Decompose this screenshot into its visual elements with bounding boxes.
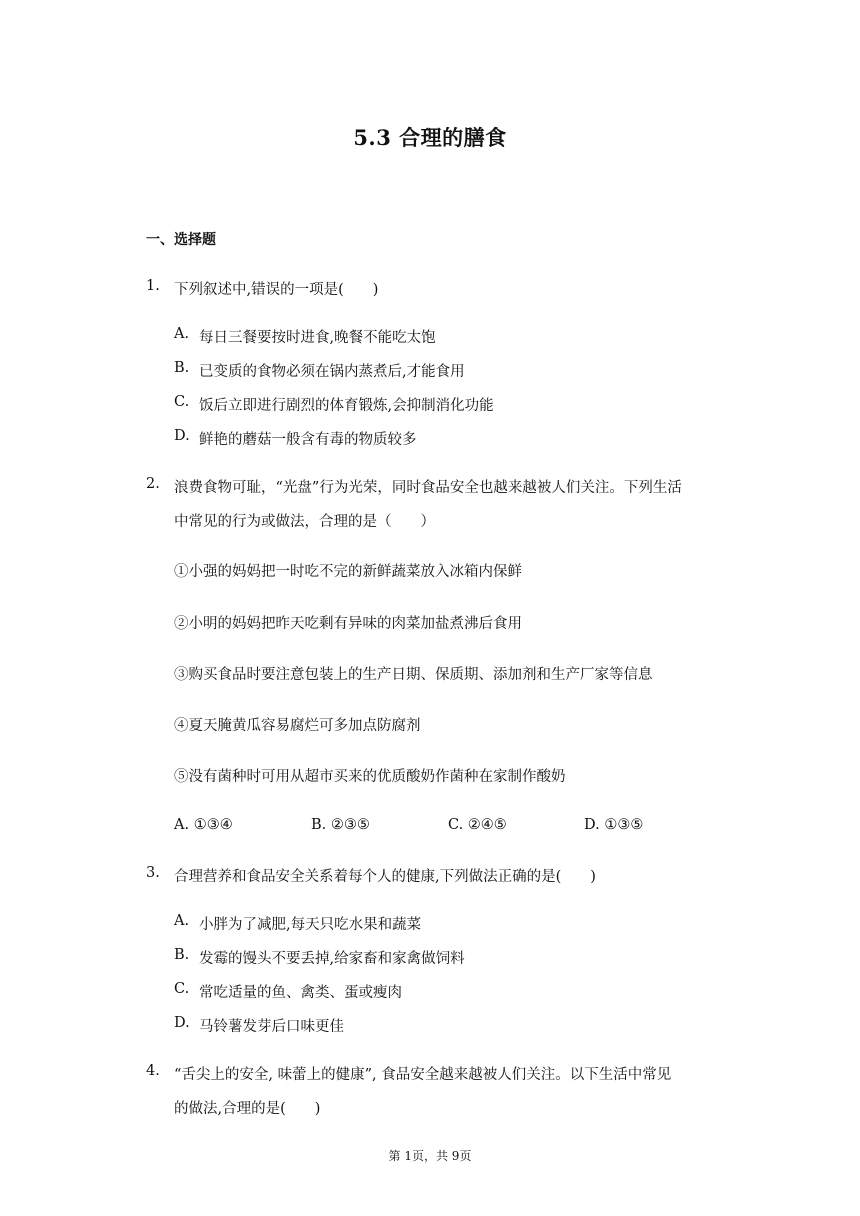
answer-choice: B. ②③⑤ bbox=[311, 817, 370, 833]
question-stem: 的做法,合理的是( ) bbox=[174, 1101, 321, 1117]
question-number: 2. bbox=[146, 476, 160, 492]
statement-item: ①小强的妈妈把一时吃不完的新鲜蔬菜放入冰箱内保鲜 bbox=[174, 564, 522, 580]
question-stem: “舌尖上的安全, 味蕾上的健康”, 食品安全越来越被人们关注。以下生活中常见 bbox=[174, 1067, 672, 1083]
option-text: 小胖为了减肥,每天只吃水果和蔬菜 bbox=[199, 917, 422, 933]
question-stem: 合理营养和食品安全关系着每个人的健康,下列做法正确的是( ) bbox=[174, 869, 596, 885]
answer-choice: C. ②④⑤ bbox=[448, 817, 507, 833]
option-text: 鲜艳的蘑菇一般含有毒的物质较多 bbox=[199, 432, 417, 448]
option-label: B. bbox=[174, 360, 190, 376]
page-footer: 第 1页，共 9页 bbox=[388, 1149, 472, 1163]
option-text: 发霉的馒头不要丢掉,给家畜和家禽做饲料 bbox=[199, 951, 465, 967]
option-text: 饭后立即进行剧烈的体育锻炼,会抑制消化功能 bbox=[199, 398, 494, 414]
answer-choice: D. ①③⑤ bbox=[584, 817, 644, 833]
question-number: 3. bbox=[146, 865, 160, 881]
question-stem: 下列叙述中,错误的一项是( ) bbox=[174, 282, 379, 298]
option-text: 已变质的食物必须在锅内蒸煮后,才能食用 bbox=[199, 364, 465, 380]
statement-item: ⑤没有菌种时可用从超市买来的优质酸奶作菌种在家制作酸奶 bbox=[174, 769, 566, 785]
option-label: A. bbox=[174, 913, 190, 929]
option-label: B. bbox=[174, 947, 190, 963]
option-text: 每日三餐要按时进食,晚餐不能吃太饱 bbox=[199, 330, 436, 346]
statement-item: ③购买食品时要注意包装上的生产日期、保质期、添加剂和生产厂家等信息 bbox=[174, 667, 653, 683]
page-title: 5.3 合理的膳食 bbox=[353, 125, 507, 150]
option-text: 马铃薯发芽后口味更佳 bbox=[199, 1019, 344, 1035]
option-text: 常吃适量的鱼、禽类、蛋或瘦肉 bbox=[199, 985, 402, 1001]
question-stem: 中常见的行为或做法，合理的是（ ） bbox=[174, 514, 435, 530]
option-label: C. bbox=[174, 394, 190, 410]
question-number: 4. bbox=[146, 1063, 160, 1079]
question-stem: 浪费食物可耻，“光盘”行为光荣，同时食品安全也越来越被人们关注。下列生活 bbox=[174, 480, 682, 496]
option-label: D. bbox=[174, 1015, 190, 1031]
statement-item: ④夏天腌黄瓜容易腐烂可多加点防腐剂 bbox=[174, 718, 421, 734]
section-heading: 一、选择题 bbox=[146, 232, 216, 248]
question-number: 1. bbox=[146, 278, 160, 294]
option-label: D. bbox=[174, 428, 190, 444]
option-label: C. bbox=[174, 981, 190, 997]
statement-item: ②小明的妈妈把昨天吃剩有异味的肉菜加盐煮沸后食用 bbox=[174, 616, 522, 632]
answer-choice: A. ①③④ bbox=[174, 817, 233, 833]
option-label: A. bbox=[174, 326, 190, 342]
